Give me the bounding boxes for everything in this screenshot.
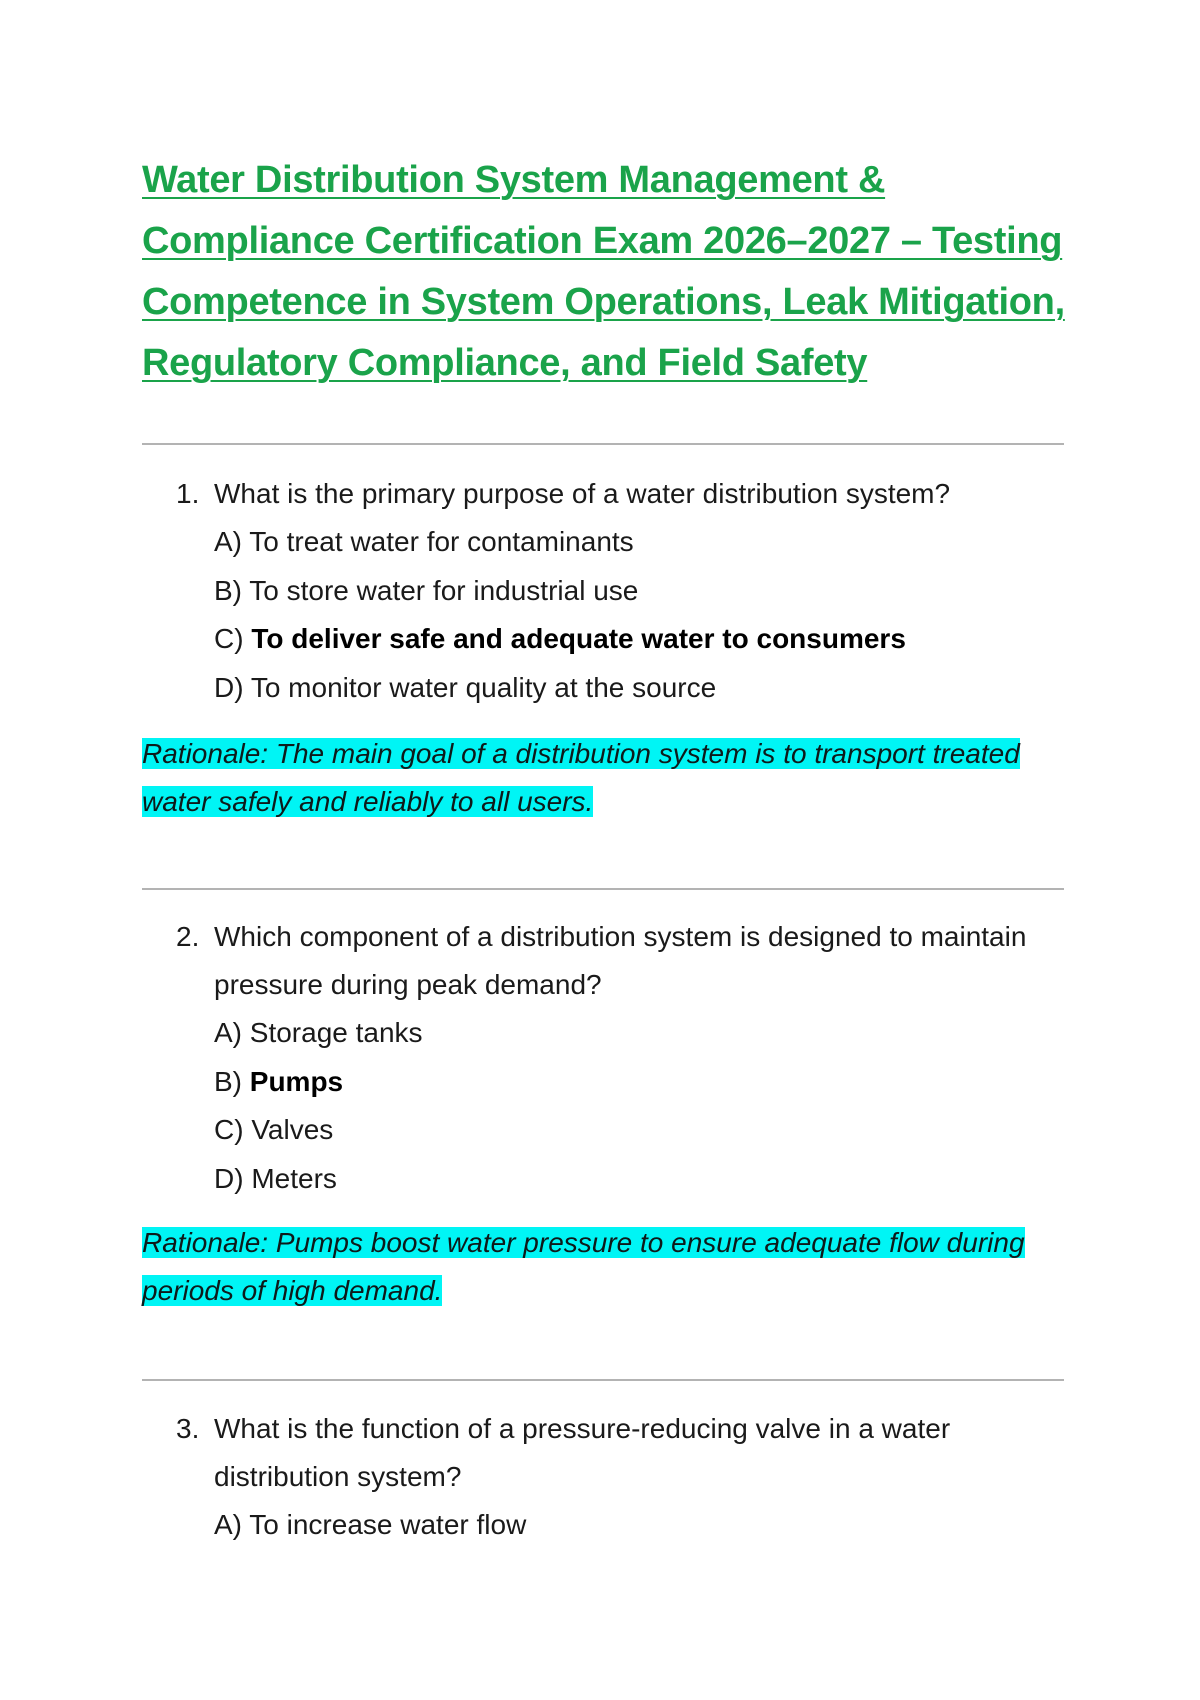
option-text: To store water for industrial use <box>249 574 639 606</box>
option-label: B) <box>214 1065 250 1097</box>
question-2 <box>142 913 1082 1315</box>
question-3-option-a <box>142 1501 1082 1550</box>
question-1-rationale <box>142 730 1082 826</box>
option-label: A) <box>214 1017 250 1048</box>
option-label: D) <box>214 671 251 703</box>
option-label: D) <box>214 1162 252 1194</box>
document-title: Water Distribution System Management & Compliance Certification Exam 2026–2027 – Testing Competence in System Operations, Leak Mitigation, Regulatory Compliance, and Field Safety <box>142 159 1065 384</box>
option-text: Storage tanks <box>249 1017 423 1048</box>
option-label: C) <box>214 1114 252 1145</box>
question-2-text <box>142 913 1084 1009</box>
correct-answer: To deliver safe and adequate water to consumers <box>251 623 906 654</box>
question-2-number: 2. <box>176 921 200 952</box>
question-2-option-b <box>142 1058 1082 1107</box>
question-1-option-a <box>142 518 1082 567</box>
question-3-number: 3. <box>176 1413 200 1444</box>
question-1-option-d <box>142 664 1082 713</box>
option-label: C) <box>214 623 252 654</box>
question-3-prompt: What is the function of a pressure-reducing valve in a water distribution system? <box>214 1413 951 1492</box>
question-1-option-c <box>142 615 1082 664</box>
option-text: To increase water flow <box>249 1509 527 1540</box>
question-1-number: 1. <box>176 478 200 509</box>
question-1-text <box>142 470 1084 518</box>
divider <box>142 1379 1064 1381</box>
question-3 <box>142 1405 1082 1550</box>
option-label: A) <box>214 526 250 557</box>
question-2-option-c <box>142 1106 1082 1155</box>
correct-answer: Pumps <box>249 1065 344 1097</box>
question-2-prompt: Which component of a distribution system is designed to maintain pressure during peak demand? <box>214 921 1027 1000</box>
option-text: Meters <box>251 1162 337 1194</box>
question-2-option-d <box>142 1155 1082 1204</box>
divider <box>142 888 1064 890</box>
question-3-text <box>142 1405 1084 1501</box>
divider <box>142 443 1064 445</box>
question-1 <box>142 470 1082 826</box>
option-label: A) <box>214 1509 250 1540</box>
rationale-text: Rationale: Pumps boost water pressure to ensure adequate flow during periods of high demand. <box>142 1227 1025 1306</box>
question-2-rationale <box>142 1219 1082 1315</box>
rationale-text: Rationale: The main goal of a distribution system is to transport treated water safely and reliably to all users. <box>142 738 1020 817</box>
option-label: B) <box>214 574 250 606</box>
question-1-option-b <box>142 567 1082 616</box>
question-1-prompt: What is the primary purpose of a water distribution system? <box>214 478 951 509</box>
option-text: To monitor water quality at the source <box>250 671 717 703</box>
option-text: Valves <box>251 1114 334 1145</box>
option-text: To treat water for contaminants <box>249 526 634 557</box>
question-2-option-a <box>142 1009 1082 1058</box>
